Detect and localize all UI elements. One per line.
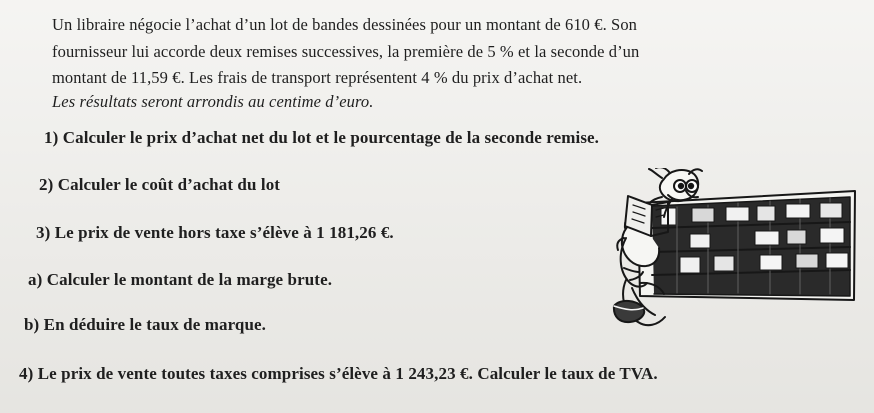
question-3b: b) En déduire le taux de marque. xyxy=(24,315,267,334)
question-1: 1) Calculer le prix d’achat net du lot et le pourcentage de la seconde remise. xyxy=(44,128,600,147)
intro-line-1: Un libraire négocie l’achat d’un lot de bandes dessinées pour un montant de 610 €. Son xyxy=(52,15,638,34)
intro-note: Les résultats seront arrondis au centime d’euro. xyxy=(52,92,374,111)
bookseller-illustration xyxy=(610,168,860,338)
question-4: 4) Le prix de vente toutes taxes comprises s’élève à 1 243,23 €. Calculer le taux de TVA. xyxy=(19,364,658,383)
intro-line-2: fournisseur lui accorde deux remises successives, la première de 5 % et la seconde d’un xyxy=(52,42,640,61)
intro-line-3: montant de 11,59 €. Les frais de transport représentent 4 % du prix d’achat net. xyxy=(52,68,583,87)
question-2: 2) Calculer le coût d’achat du lot xyxy=(39,175,281,194)
question-3a: a) Calculer le montant de la marge brute. xyxy=(28,270,333,289)
question-3: 3) Le prix de vente hors taxe s’élève à 1 181,26 €. xyxy=(36,223,394,242)
